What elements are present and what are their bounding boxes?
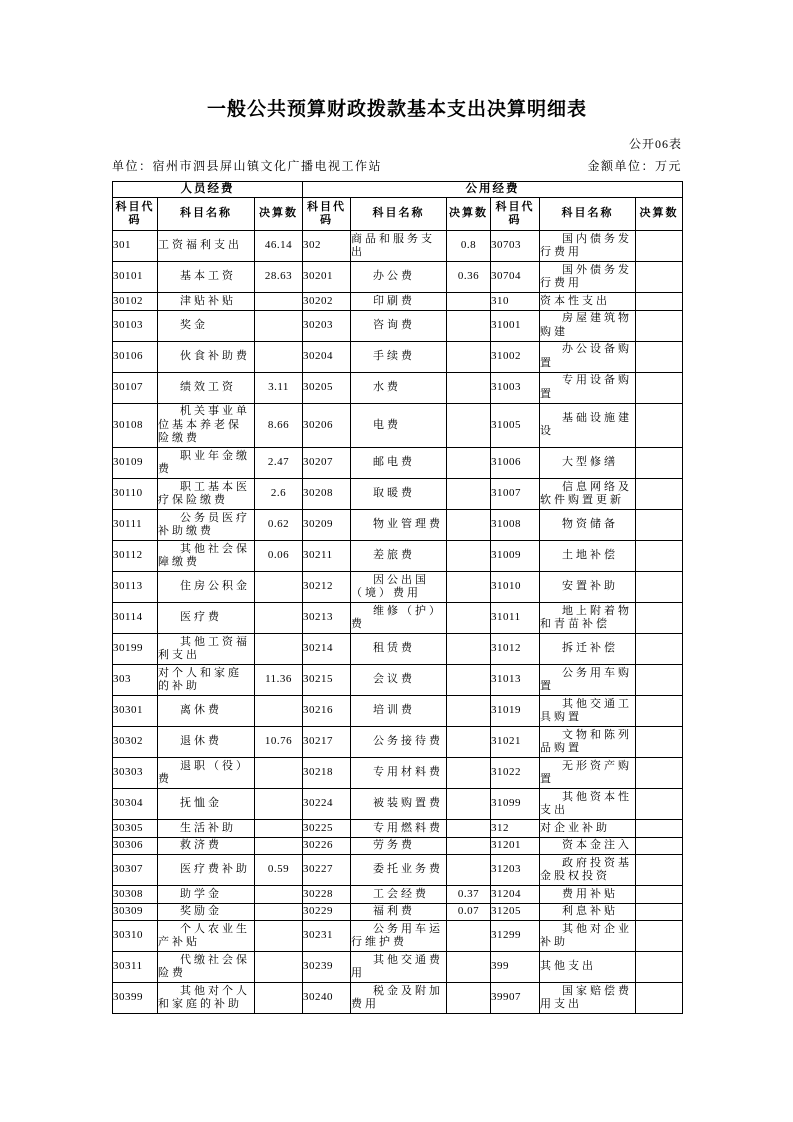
value-cell [447,448,491,479]
value-cell [447,758,491,789]
amount-unit-label: 金额单位：万元 [587,159,682,173]
table-row [113,758,683,789]
name-cell: 公务用车运行维护费 [351,921,447,952]
value-cell [255,341,303,372]
value-cell [636,855,683,886]
group-header-personnel: 人员经费 [113,182,303,198]
value-cell [447,293,491,311]
table-row [113,903,683,921]
code-cell: 31299 [491,921,540,952]
code-cell: 302 [303,231,351,262]
name-cell: 拆迁补偿 [540,634,636,665]
value-cell [636,837,683,855]
col-header: 科目代码 [113,198,158,231]
value-cell: 0.06 [255,541,303,572]
code-cell: 312 [491,820,540,838]
value-cell [636,448,683,479]
code-cell: 301 [113,231,158,262]
table-row [113,372,683,403]
name-cell: 办公费 [351,262,447,293]
value-cell [447,403,491,448]
code-cell: 30307 [113,855,158,886]
table-row [113,479,683,510]
value-cell [636,634,683,665]
table-row [113,921,683,952]
name-cell: 职业年金缴费 [158,448,255,479]
table-row [113,448,683,479]
name-cell: 租赁费 [351,634,447,665]
value-cell [636,479,683,510]
value-cell [255,820,303,838]
code-cell: 30211 [303,541,351,572]
code-cell: 30311 [113,952,158,983]
value-cell [447,634,491,665]
name-cell: 退职（役）费 [158,758,255,789]
table-row [113,262,683,293]
value-cell [447,921,491,952]
name-cell: 信息网络及软件购置更新 [540,479,636,510]
value-cell [636,789,683,820]
col-header: 决算数 [447,198,491,231]
name-cell: 其他交通费用 [351,952,447,983]
value-cell [255,572,303,603]
value-cell [636,510,683,541]
code-cell: 30106 [113,341,158,372]
name-cell: 公务用车购置 [540,665,636,696]
name-cell: 其他工资福利支出 [158,634,255,665]
code-cell: 30240 [303,983,351,1014]
code-cell: 30304 [113,789,158,820]
code-cell: 30108 [113,403,158,448]
code-cell: 30212 [303,572,351,603]
value-cell [255,789,303,820]
code-cell: 30704 [491,262,540,293]
value-cell [447,603,491,634]
name-cell: 邮电费 [351,448,447,479]
name-cell: 绩效工资 [158,372,255,403]
code-cell: 31021 [491,727,540,758]
name-cell: 其他支出 [540,952,636,983]
code-cell: 30239 [303,952,351,983]
code-cell: 30111 [113,510,158,541]
table-row [113,403,683,448]
name-cell: 其他对企业补助 [540,921,636,952]
name-cell: 手续费 [351,341,447,372]
value-cell: 0.59 [255,855,303,886]
name-cell: 个人农业生产补贴 [158,921,255,952]
value-cell: 0.8 [447,231,491,262]
name-cell: 差旅费 [351,541,447,572]
code-cell: 30214 [303,634,351,665]
name-cell: 被装购置费 [351,789,447,820]
value-cell [636,262,683,293]
name-cell: 救济费 [158,837,255,855]
code-cell: 31001 [491,310,540,341]
code-cell: 31005 [491,403,540,448]
name-cell: 住房公积金 [158,572,255,603]
unit-name-label: 单位：宿州市泗县屏山镇文化广播电视工作站 [112,159,383,173]
code-cell: 31205 [491,903,540,921]
name-cell: 维修（护）费 [351,603,447,634]
name-cell: 奖励金 [158,903,255,921]
value-cell [447,510,491,541]
name-cell: 培训费 [351,696,447,727]
name-cell: 地上附着物和青苗补偿 [540,603,636,634]
value-cell [447,983,491,1014]
code-cell: 31022 [491,758,540,789]
code-cell: 30208 [303,479,351,510]
value-cell [636,921,683,952]
table-row [113,634,683,665]
code-cell: 31203 [491,855,540,886]
code-cell: 30703 [491,231,540,262]
code-cell: 30213 [303,603,351,634]
name-cell: 利息补贴 [540,903,636,921]
value-cell: 0.37 [447,886,491,904]
value-cell: 28.63 [255,262,303,293]
value-cell [447,952,491,983]
code-cell: 30109 [113,448,158,479]
name-cell: 其他交通工具购置 [540,696,636,727]
value-cell [255,293,303,311]
name-cell: 因公出国（境）费用 [351,572,447,603]
name-cell: 物业管理费 [351,510,447,541]
name-cell: 其他社会保障缴费 [158,541,255,572]
code-cell: 303 [113,665,158,696]
code-cell: 30217 [303,727,351,758]
col-header: 科目代码 [491,198,540,231]
value-cell [255,310,303,341]
name-cell: 职工基本医疗保险缴费 [158,479,255,510]
name-cell: 资本性支出 [540,293,636,311]
value-cell [636,696,683,727]
value-cell: 46.14 [255,231,303,262]
table-row [113,341,683,372]
code-cell: 30112 [113,541,158,572]
value-cell [636,372,683,403]
code-cell: 30107 [113,372,158,403]
name-cell: 伙食补助费 [158,341,255,372]
value-cell: 0.07 [447,903,491,921]
code-cell: 30103 [113,310,158,341]
page-title: 一般公共预算财政拨款基本支出决算明细表 [206,98,587,120]
name-cell: 房屋建筑物购建 [540,310,636,341]
code-cell: 31010 [491,572,540,603]
value-cell [447,541,491,572]
name-cell: 商品和服务支出 [351,231,447,262]
name-cell: 取暖费 [351,479,447,510]
code-cell: 30306 [113,837,158,855]
table-row [113,310,683,341]
value-cell [255,952,303,983]
value-cell [255,837,303,855]
code-cell: 30301 [113,696,158,727]
value-cell [636,341,683,372]
code-cell: 39907 [491,983,540,1014]
name-cell: 其他资本性支出 [540,789,636,820]
value-cell [447,855,491,886]
value-cell [447,479,491,510]
col-header: 科目名称 [351,198,447,231]
value-cell [447,789,491,820]
value-cell: 2.6 [255,479,303,510]
code-cell: 30302 [113,727,158,758]
code-cell: 31011 [491,603,540,634]
name-cell: 会议费 [351,665,447,696]
code-cell: 30228 [303,886,351,904]
value-cell [447,665,491,696]
value-cell [447,727,491,758]
value-cell [636,903,683,921]
value-cell [447,341,491,372]
code-cell: 30226 [303,837,351,855]
value-cell: 8.66 [255,403,303,448]
value-cell [255,903,303,921]
code-cell: 31012 [491,634,540,665]
value-cell [447,696,491,727]
value-cell [255,634,303,665]
name-cell: 专用设备购置 [540,372,636,403]
code-cell: 30308 [113,886,158,904]
value-cell [255,921,303,952]
table-row [113,983,683,1014]
code-cell: 310 [491,293,540,311]
name-cell: 政府投资基金股权投资 [540,855,636,886]
value-cell [447,310,491,341]
value-cell: 11.36 [255,665,303,696]
name-cell: 医疗费补助 [158,855,255,886]
table-row [113,510,683,541]
name-cell: 安置补助 [540,572,636,603]
col-header: 科目名称 [158,198,255,231]
code-cell: 31019 [491,696,540,727]
col-header: 科目代码 [303,198,351,231]
code-cell: 30215 [303,665,351,696]
value-cell [636,403,683,448]
code-cell: 30227 [303,855,351,886]
table-row [113,231,683,262]
code-cell: 30399 [113,983,158,1014]
code-cell: 30102 [113,293,158,311]
name-cell: 基本工资 [158,262,255,293]
code-cell: 399 [491,952,540,983]
value-cell [636,293,683,311]
code-cell: 30199 [113,634,158,665]
value-cell [636,727,683,758]
code-cell: 30305 [113,820,158,838]
code-cell: 30231 [303,921,351,952]
name-cell: 无形资产购置 [540,758,636,789]
name-cell: 对企业补助 [540,820,636,838]
name-cell: 办公设备购置 [540,341,636,372]
value-cell [636,983,683,1014]
document-sheet [112,0,682,1014]
name-cell: 生活补助 [158,820,255,838]
budget-table [112,181,683,1014]
name-cell: 机关事业单位基本养老保险缴费 [158,403,255,448]
code-cell: 30113 [113,572,158,603]
name-cell: 水费 [351,372,447,403]
value-cell [255,983,303,1014]
name-cell: 工资福利支出 [158,231,255,262]
name-cell: 国家赔偿费用支出 [540,983,636,1014]
code-cell: 31007 [491,479,540,510]
code-cell: 30202 [303,293,351,311]
col-header: 科目名称 [540,198,636,231]
name-cell: 医疗费 [158,603,255,634]
name-cell: 代缴社会保险费 [158,952,255,983]
value-cell [255,758,303,789]
name-cell: 国内债务发行费用 [540,231,636,262]
table-row [113,665,683,696]
table-row [113,855,683,886]
unit-info-row [112,157,682,174]
code-cell: 30114 [113,603,158,634]
table-row [113,837,683,855]
code-cell: 30110 [113,479,158,510]
code-cell: 31009 [491,541,540,572]
name-cell: 其他对个人和家庭的补助 [158,983,255,1014]
code-cell: 30209 [303,510,351,541]
value-cell [636,603,683,634]
name-cell: 国外债务发行费用 [540,262,636,293]
name-cell: 公务接待费 [351,727,447,758]
name-cell: 对个人和家庭的补助 [158,665,255,696]
code-cell: 31201 [491,837,540,855]
form-number-label: 公开06表 [628,137,682,151]
value-cell [636,231,683,262]
value-cell: 3.11 [255,372,303,403]
code-cell: 30101 [113,262,158,293]
name-cell: 工会经费 [351,886,447,904]
code-cell: 30204 [303,341,351,372]
column-header-row [113,198,683,231]
code-cell: 31013 [491,665,540,696]
table-row [113,886,683,904]
name-cell: 劳务费 [351,837,447,855]
value-cell [447,820,491,838]
name-cell: 助学金 [158,886,255,904]
group-header-row [113,182,683,198]
name-cell: 资本金注入 [540,837,636,855]
name-cell: 公务员医疗补助缴费 [158,510,255,541]
name-cell: 退休费 [158,727,255,758]
code-cell: 30201 [303,262,351,293]
name-cell: 税金及附加费用 [351,983,447,1014]
value-cell [636,541,683,572]
name-cell: 文物和陈列品购置 [540,727,636,758]
code-cell: 30205 [303,372,351,403]
value-cell: 0.36 [447,262,491,293]
code-cell: 31003 [491,372,540,403]
name-cell: 津贴补贴 [158,293,255,311]
name-cell: 物资储备 [540,510,636,541]
value-cell [255,886,303,904]
name-cell: 专用燃料费 [351,820,447,838]
table-row [113,727,683,758]
value-cell [447,372,491,403]
code-cell: 31099 [491,789,540,820]
name-cell: 电费 [351,403,447,448]
code-cell: 30216 [303,696,351,727]
code-cell: 30218 [303,758,351,789]
code-cell: 30229 [303,903,351,921]
table-row [113,696,683,727]
name-cell: 奖金 [158,310,255,341]
code-cell: 30310 [113,921,158,952]
code-cell: 31008 [491,510,540,541]
group-header-public: 公用经费 [303,182,683,198]
name-cell: 印刷费 [351,293,447,311]
value-cell [636,952,683,983]
code-cell: 30309 [113,903,158,921]
col-header: 决算数 [636,198,683,231]
value-cell [255,603,303,634]
code-cell: 30203 [303,310,351,341]
name-cell: 基础设施建设 [540,403,636,448]
value-cell [255,696,303,727]
name-cell: 抚恤金 [158,789,255,820]
name-cell: 专用材料费 [351,758,447,789]
value-cell: 2.47 [255,448,303,479]
value-cell [636,572,683,603]
table-row [113,293,683,311]
table-row [113,603,683,634]
code-cell: 30224 [303,789,351,820]
value-cell: 10.76 [255,727,303,758]
value-cell [636,820,683,838]
code-cell: 30225 [303,820,351,838]
value-cell [636,310,683,341]
value-cell: 0.62 [255,510,303,541]
name-cell: 土地补偿 [540,541,636,572]
value-cell [636,758,683,789]
table-row [113,789,683,820]
name-cell: 福利费 [351,903,447,921]
name-cell: 咨询费 [351,310,447,341]
table-row [113,820,683,838]
table-row [113,572,683,603]
value-cell [447,837,491,855]
name-cell: 费用补贴 [540,886,636,904]
code-cell: 30207 [303,448,351,479]
name-cell: 离休费 [158,696,255,727]
value-cell [447,572,491,603]
code-cell: 30303 [113,758,158,789]
table-row [113,541,683,572]
code-cell: 31006 [491,448,540,479]
code-cell: 30206 [303,403,351,448]
value-cell [636,665,683,696]
value-cell [636,886,683,904]
name-cell: 大型修缮 [540,448,636,479]
code-cell: 31204 [491,886,540,904]
name-cell: 委托业务费 [351,855,447,886]
table-row [113,952,683,983]
col-header: 决算数 [255,198,303,231]
code-cell: 31002 [491,341,540,372]
